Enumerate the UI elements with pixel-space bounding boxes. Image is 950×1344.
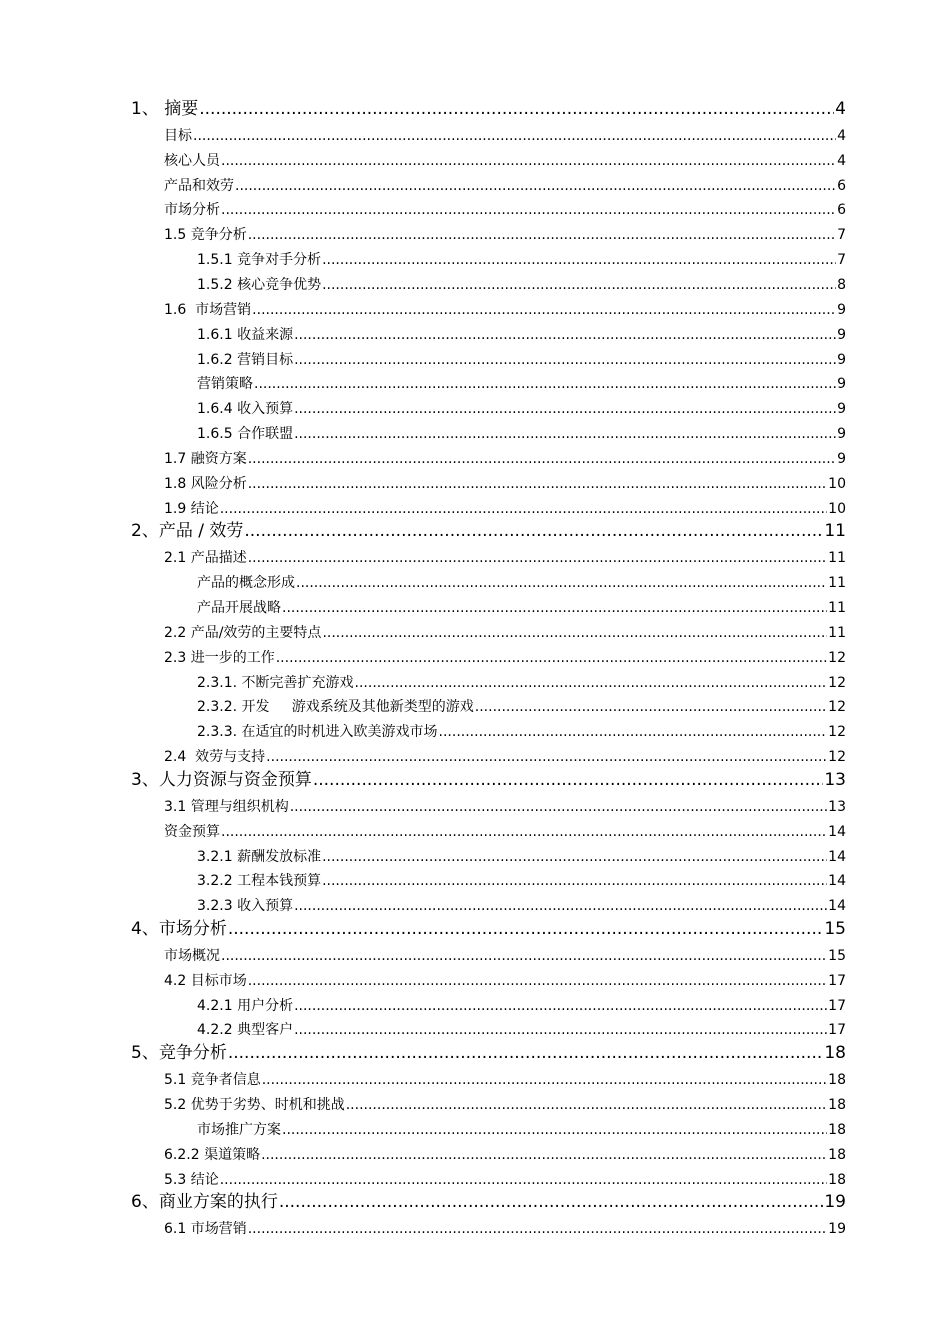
toc-entry-page-number: 4 (837, 127, 846, 144)
toc-entry-title: 3.2.1 薪酬发放标准 (197, 848, 322, 865)
toc-entry-page-number: 14 (828, 873, 846, 890)
toc-entry-page-number: 18 (828, 1121, 846, 1138)
toc-entry-title: 目标 (164, 127, 192, 144)
toc-entry-line (197, 874, 846, 888)
toc-entry-page-number: 9 (837, 450, 846, 467)
toc-entry[interactable] (0, 442, 950, 466)
toc-entry-title: 1.5 竞争分析 (164, 227, 247, 244)
toc-entry[interactable] (0, 864, 950, 888)
toc-entry-title: 1.8 风险分析 (164, 475, 247, 492)
toc-entry-page-number: 6 (837, 202, 846, 219)
toc-entry[interactable] (0, 541, 950, 565)
toc-dot-leader (322, 278, 836, 292)
toc-entry-line (164, 203, 846, 217)
toc-entry-title: 3.2.2 工程本钱预算 (197, 873, 322, 890)
toc-entry[interactable] (0, 740, 950, 764)
toc-entry-page-number: 6 (837, 177, 846, 194)
toc-dot-leader (322, 874, 827, 888)
toc-entry-page-number: 11 (824, 521, 846, 542)
toc-dot-leader (296, 576, 827, 590)
toc-dot-leader (355, 676, 828, 690)
toc-entry[interactable] (0, 1038, 950, 1062)
toc-entry[interactable] (0, 516, 950, 540)
toc-entry[interactable] (0, 765, 950, 789)
toc-entry-page-number: 13 (828, 798, 846, 815)
toc-dot-leader (294, 427, 836, 441)
toc-dot-leader (279, 1194, 824, 1211)
toc-entry[interactable] (0, 690, 950, 714)
toc-entry-title: 2.3.2. 开发 游戏系统及其他新类型的游戏 (197, 699, 474, 716)
toc-entry-title: 2.1 产品描述 (164, 550, 247, 567)
toc-dot-leader (322, 253, 836, 267)
toc-entry-page-number: 14 (828, 823, 846, 840)
toc-entry-title: 产品开展战略 (197, 600, 281, 616)
toc-dot-leader (248, 551, 827, 565)
toc-entry-page-number: 4 (837, 152, 846, 169)
toc-dot-leader (439, 725, 828, 739)
toc-entry-line (131, 1194, 846, 1211)
toc-entry-title: 1.6.2 营销目标 (197, 351, 294, 368)
toc-entry-line (164, 825, 846, 839)
toc-entry[interactable] (0, 1212, 950, 1236)
toc-entry[interactable] (0, 939, 950, 963)
toc-entry-page-number: 12 (828, 749, 846, 766)
toc-entry-title: 1.6 市场营销 (164, 301, 252, 318)
toc-entry-page-number: 8 (837, 276, 846, 293)
toc-entry-title: 2.4 效劳与支持 (164, 749, 266, 766)
toc-entry-line (197, 676, 846, 690)
toc-entry-line (197, 253, 846, 267)
toc-entry-title: 1.9 结论 (164, 500, 219, 517)
toc-entry-line (164, 154, 846, 168)
toc-entry-title: 1.6.4 收入预算 (197, 401, 294, 418)
toc-entry-line (197, 725, 846, 739)
toc-dot-leader (294, 999, 827, 1013)
toc-entry-title: 1.5.1 竞争对手分析 (197, 252, 322, 269)
toc-entry-line (197, 576, 846, 590)
toc-entry-page-number: 19 (824, 1192, 846, 1213)
toc-dot-leader (248, 477, 827, 491)
toc-entry-page-number: 18 (824, 1043, 846, 1064)
toc-entry-title: 5、竞争分析 (131, 1043, 227, 1064)
toc-entry-title: 市场概况 (164, 947, 220, 964)
toc-entry[interactable] (0, 169, 950, 193)
toc-entry-line (131, 523, 846, 540)
toc-entry-title: 6.2.2 渠道策略 (164, 1146, 261, 1163)
toc-entry[interactable] (0, 1013, 950, 1037)
toc-entry-page-number: 11 (828, 600, 846, 616)
toc-entry[interactable] (0, 989, 950, 1013)
toc-dot-leader (228, 921, 824, 938)
toc-entry-title: 3.1 管理与组织机构 (164, 798, 289, 815)
toc-dot-leader (294, 402, 836, 416)
toc-dot-leader (290, 800, 827, 814)
toc-entry-title: 4.2 目标市场 (164, 972, 247, 989)
toc-dot-leader (294, 899, 827, 913)
toc-entry-page-number: 9 (837, 376, 846, 393)
toc-entry-title: 4、市场分析 (131, 919, 227, 940)
toc-dot-leader (266, 750, 827, 764)
toc-entry-line (197, 353, 846, 367)
toc-entry[interactable] (0, 964, 950, 988)
toc-entry-title: 2.3.1. 不断完善扩充游戏 (197, 674, 354, 691)
toc-entry-line (164, 626, 846, 640)
toc-entry-page-number: 18 (828, 1072, 846, 1089)
toc-dot-leader (235, 179, 836, 193)
toc-dot-leader (294, 1023, 827, 1037)
toc-entry[interactable] (0, 566, 950, 590)
toc-dot-leader (220, 1173, 827, 1187)
toc-entry[interactable] (0, 94, 950, 118)
toc-entry-title: 1.7 融资方案 (164, 450, 247, 467)
toc-dot-leader (294, 353, 836, 367)
toc-dot-leader (475, 700, 827, 714)
toc-entry-title: 市场推广方案 (197, 1121, 281, 1138)
toc-entry-page-number: 17 (828, 972, 846, 989)
toc-entry-line (197, 899, 846, 913)
toc-dot-leader (221, 203, 836, 217)
toc-entry[interactable] (0, 840, 950, 864)
toc-entry-page-number: 12 (828, 649, 846, 666)
toc-entry[interactable] (0, 392, 950, 416)
toc-entry-line (164, 228, 846, 242)
toc-entry-line (197, 601, 846, 615)
toc-entry-title: 6、商业方案的执行 (131, 1192, 278, 1213)
toc-entry[interactable] (0, 715, 950, 739)
toc-entry-page-number: 9 (837, 401, 846, 418)
toc-entry[interactable] (0, 293, 950, 317)
toc-entry[interactable] (0, 790, 950, 814)
toc-entry-title: 5.3 结论 (164, 1171, 219, 1188)
toc-entry-line (197, 328, 846, 342)
toc-entry[interactable] (0, 1138, 950, 1162)
toc-entry[interactable] (0, 193, 950, 217)
toc-entry-title: 4.2.2 典型客户 (197, 1022, 294, 1039)
toc-entry-line (197, 427, 846, 441)
toc-entry-line (164, 974, 846, 988)
toc-entry[interactable] (0, 889, 950, 913)
toc-entry-title: 1、 摘要 (131, 99, 199, 119)
toc-entry-title: 核心人员 (164, 152, 220, 169)
toc-entry-line (131, 101, 846, 118)
toc-entry-line (164, 303, 846, 317)
toc-entry-line (197, 999, 846, 1013)
toc-entry-line (164, 1173, 846, 1187)
toc-entry-title: 3.2.3 收入预算 (197, 898, 294, 915)
toc-entry[interactable] (0, 268, 950, 292)
toc-entry-line (164, 502, 846, 516)
toc-entry-line (131, 1045, 846, 1062)
toc-entry[interactable] (0, 1187, 950, 1211)
toc-entry-page-number: 14 (828, 898, 846, 915)
toc-dot-leader (199, 101, 834, 118)
toc-entry-line (197, 377, 846, 391)
toc-entry-line (164, 1098, 846, 1112)
toc-dot-leader (244, 523, 823, 540)
toc-entry-page-number: 12 (828, 699, 846, 716)
toc-entry-line (164, 651, 846, 665)
toc-entry-title: 资金预算 (164, 823, 220, 840)
toc-entry-page-number: 17 (828, 997, 846, 1014)
toc-entry-line (197, 278, 846, 292)
toc-entry-page-number: 9 (837, 351, 846, 368)
toc-entry-page-number: 11 (828, 550, 846, 567)
toc-entry-line (164, 949, 846, 963)
toc-entry-line (197, 1123, 846, 1137)
toc-entry-title: 2.3.3. 在适宜的时机进入欧美游戏市场 (197, 724, 438, 741)
toc-entry[interactable] (0, 367, 950, 391)
toc-entry-title: 4.2.1 用户分析 (197, 997, 294, 1014)
toc-entry[interactable] (0, 1088, 950, 1112)
toc-entry-line (197, 402, 846, 416)
toc-entry-title: 1.5.2 核心竞争优势 (197, 276, 322, 293)
toc-entry-line (164, 179, 846, 193)
toc-entry-title: 产品的概念形成 (197, 575, 295, 592)
toc-entry-title: 2、产品 / 效劳 (131, 521, 244, 542)
toc-entry-page-number: 12 (828, 674, 846, 691)
toc-entry-line (164, 1222, 846, 1236)
toc-dot-leader (221, 949, 827, 963)
toc-entry[interactable] (0, 318, 950, 342)
toc-entry[interactable] (0, 1063, 950, 1087)
toc-entry-page-number: 9 (837, 301, 846, 318)
toc-dot-leader (346, 1098, 827, 1112)
toc-entry-page-number: 18 (828, 1146, 846, 1163)
toc-dot-leader (322, 850, 827, 864)
toc-entry-page-number: 14 (828, 848, 846, 865)
toc-entry[interactable] (0, 144, 950, 168)
toc-entry[interactable] (0, 1113, 950, 1137)
toc-entry-title: 5.1 竞争者信息 (164, 1072, 261, 1089)
toc-dot-leader (261, 1148, 827, 1162)
toc-entry-line (164, 750, 846, 764)
toc-dot-leader (282, 1123, 827, 1137)
toc-entry[interactable] (0, 641, 950, 665)
toc-entry-page-number: 9 (837, 326, 846, 343)
toc-entry-title: 营销策略 (197, 376, 253, 393)
toc-entry-page-number: 9 (837, 426, 846, 443)
toc-entry-page-number: 7 (837, 252, 846, 269)
toc-entry-title: 1.6.1 收益来源 (197, 326, 294, 343)
toc-entry[interactable] (0, 417, 950, 441)
toc-dot-leader (276, 651, 827, 665)
toc-entry[interactable] (0, 467, 950, 491)
toc-entry-page-number: 19 (828, 1221, 846, 1238)
toc-dot-leader (221, 154, 836, 168)
toc-entry-line (164, 452, 846, 466)
toc-dot-leader (252, 303, 836, 317)
toc-entry-page-number: 4 (835, 99, 846, 119)
toc-entry-page-number: 18 (828, 1171, 846, 1188)
toc-entry-title: 1.6.5 合作联盟 (197, 426, 294, 443)
toc-entry-line (164, 1148, 846, 1162)
toc-entry-title: 3、人力资源与资金预算 (131, 769, 312, 790)
toc-dot-leader (221, 825, 827, 839)
toc-entry-line (131, 921, 846, 938)
toc-entry-title: 2.2 产品/效劳的主要特点 (164, 624, 322, 641)
toc-dot-leader (282, 601, 827, 615)
toc-entry-page-number: 18 (828, 1097, 846, 1113)
toc-dot-leader (262, 1073, 827, 1087)
toc-entry-line (197, 850, 846, 864)
toc-entry[interactable] (0, 243, 950, 267)
toc-entry[interactable] (0, 591, 950, 615)
toc-entry-line (131, 769, 846, 790)
toc-entry-title: 5.2 优势于劣势、时机和挑战 (164, 1097, 345, 1113)
toc-entry[interactable] (0, 218, 950, 242)
toc-dot-leader (248, 228, 836, 242)
toc-entry-line (197, 700, 846, 714)
toc-dot-leader (248, 452, 836, 466)
toc-entry[interactable] (0, 666, 950, 690)
toc-dot-leader (322, 626, 827, 640)
toc-entry-line (164, 477, 846, 491)
toc-dot-leader (220, 502, 827, 516)
toc-entry-page-number: 7 (837, 227, 846, 244)
toc-entry-page-number: 11 (828, 575, 846, 592)
toc-entry-page-number: 15 (824, 919, 846, 940)
toc-entry-title: 产品和效劳 (164, 177, 234, 194)
toc-dot-leader (248, 1222, 827, 1236)
toc-entry[interactable] (0, 616, 950, 640)
toc-entry-line (164, 129, 846, 143)
toc-entry[interactable] (0, 343, 950, 367)
toc-entry[interactable] (0, 119, 950, 143)
toc-entry-page-number: 17 (828, 1022, 846, 1039)
toc-entry-page-number: 13 (824, 769, 846, 790)
toc-dot-leader (193, 129, 836, 143)
toc-entry-line (164, 800, 846, 814)
toc-dot-leader (254, 377, 836, 391)
toc-entry-title: 市场分析 (164, 202, 220, 219)
toc-entry-line (197, 1023, 846, 1037)
toc-entry-title: 6.1 市场营销 (164, 1221, 247, 1238)
toc-dot-leader (294, 328, 836, 342)
toc-entry-page-number: 12 (828, 724, 846, 741)
toc-entry-page-number: 10 (828, 475, 846, 492)
toc-dot-leader (248, 974, 827, 988)
toc-entry[interactable] (0, 1163, 950, 1187)
toc-entry[interactable] (0, 492, 950, 516)
toc-entry-page-number: 10 (828, 500, 846, 517)
toc-entry-line (164, 551, 846, 565)
toc-entry-page-number: 11 (828, 624, 846, 641)
toc-entry[interactable] (0, 914, 950, 938)
toc-entry[interactable] (0, 815, 950, 839)
toc-entry-title: 2.3 进一步的工作 (164, 649, 275, 666)
toc-dot-leader (313, 772, 824, 789)
toc-entry-line (164, 1073, 846, 1087)
toc-dot-leader (228, 1045, 824, 1062)
toc-entry-page-number: 15 (828, 947, 846, 964)
